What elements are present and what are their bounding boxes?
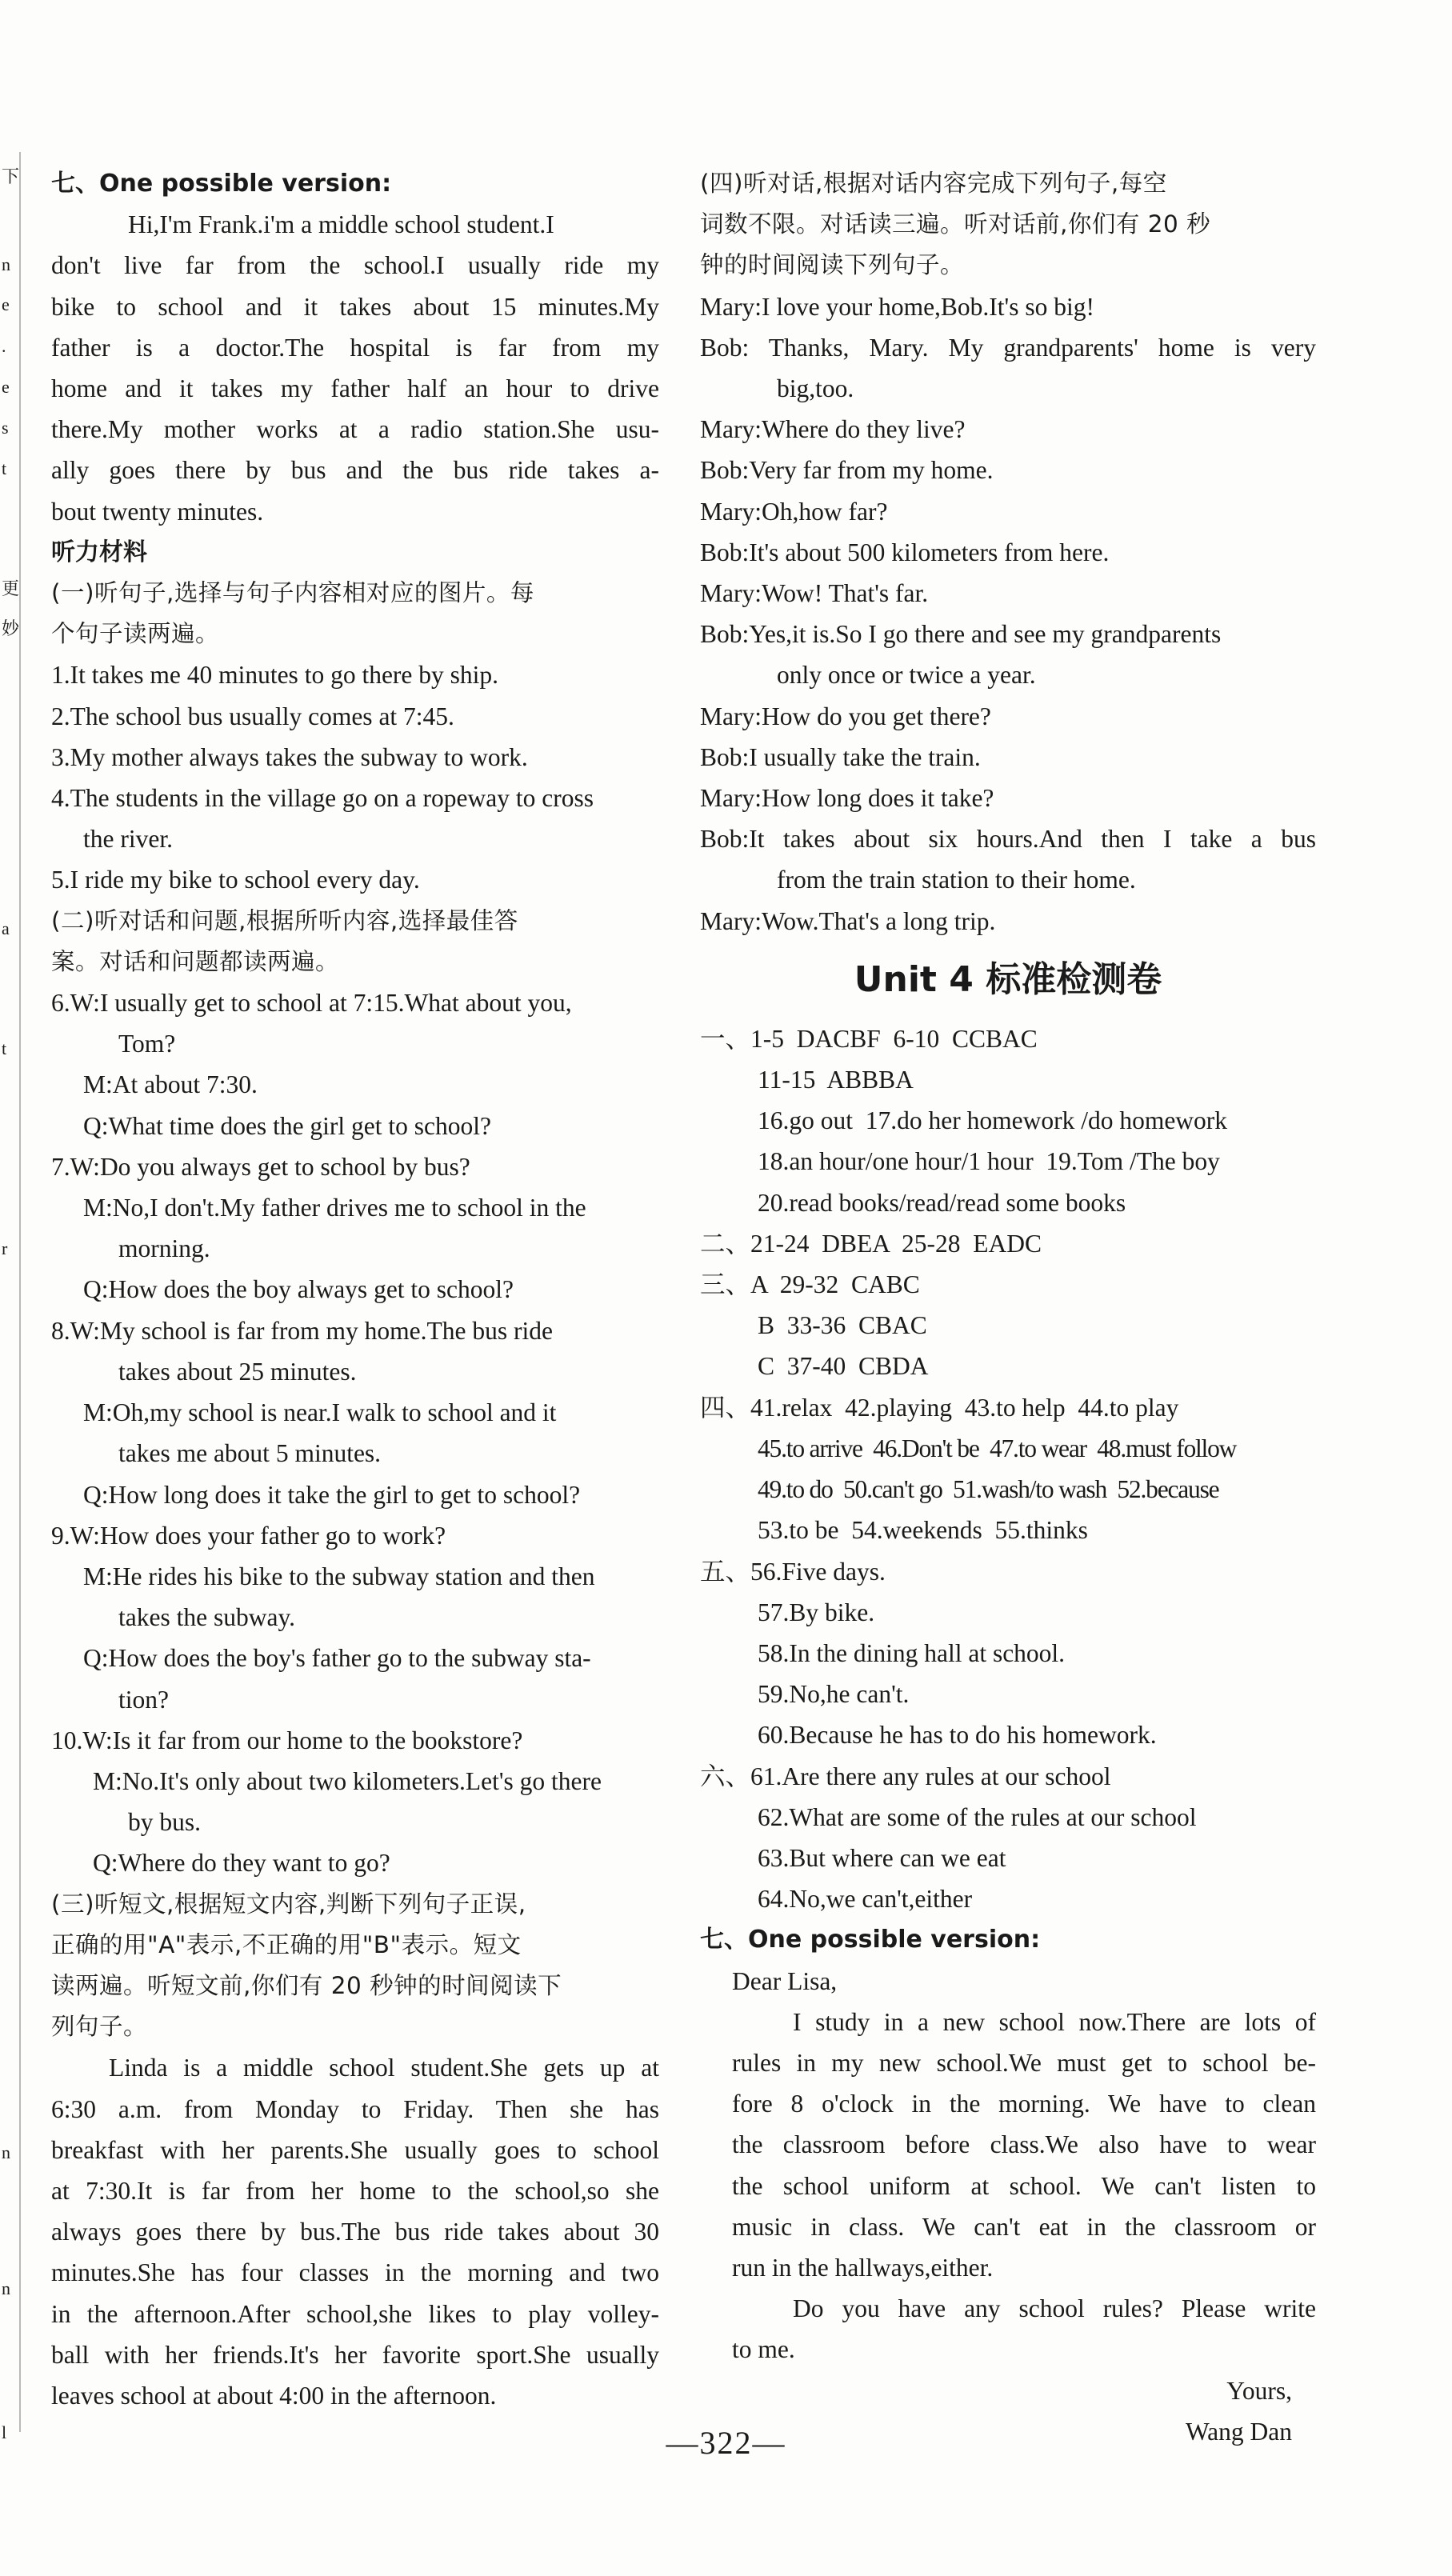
dialog-question: Q:What time does the girl get to school? xyxy=(83,1111,491,1140)
passage-line: in the afternoon.After school,she likes to play volley- xyxy=(51,2299,659,2328)
margin-char: l xyxy=(2,2422,7,2442)
letter-line: the school uniform at school. We can't listen to xyxy=(732,2171,1316,2200)
margin-char: a xyxy=(2,918,10,938)
listening-sentence: 2.The school bus usually comes at 7:45. xyxy=(51,702,454,730)
part-instruction: 读两遍。听短文前,你们有 20 秒钟的时间阅读下 xyxy=(51,1971,562,1999)
answer-line: 53.to be 54.weekends 55.thinks xyxy=(758,1516,1088,1545)
answer-line: 五、56.Five days. xyxy=(700,1557,886,1586)
dialog-question: Q:How long does it take the girl to get to school? xyxy=(83,1480,581,1509)
letter-line: to me. xyxy=(732,2335,795,2364)
dialog-line: M:No.It's only about two kilometers.Let's go there xyxy=(93,1766,602,1795)
part-instruction: 正确的用"A"表示,不正确的用"B"表示。短文 xyxy=(51,1930,522,1958)
listening-sentence: the river. xyxy=(83,825,173,854)
part-instruction: 钟的时间阅读下列句子。 xyxy=(700,251,965,279)
answer-line: 63.But where can we eat xyxy=(758,1843,1006,1872)
passage-line: breakfast with her parents.She usually goes to school xyxy=(51,2135,659,2164)
dialog-line: Mary:How long does it take? xyxy=(700,784,994,813)
letter-line: rules in my new school.We must get to school be- xyxy=(732,2048,1316,2077)
answer-line: 六、61.Are there any rules at our school xyxy=(700,1762,1111,1790)
passage-line: at 7:30.It is far from her home to the school,so she xyxy=(51,2176,659,2205)
answer-line: 16.go out 17.do her homework /do homework xyxy=(758,1106,1228,1135)
answer-line: 三、A 29-32 CABC xyxy=(700,1270,920,1299)
dialog-line: M:At about 7:30. xyxy=(83,1070,258,1099)
answer-line: 四、41.relax 42.playing 43.to help 44.to play xyxy=(700,1393,1179,1422)
dialog-line: M:He rides his bike to the subway station and then xyxy=(83,1562,595,1590)
dialog-block xyxy=(700,286,1316,942)
listening-sentence: 4.The students in the village go on a ropeway to cross xyxy=(51,784,594,813)
answer-line: 18.an hour/one hour/1 hour 19.Tom /The boy xyxy=(758,1147,1220,1176)
listening-title: 听力材料 xyxy=(51,538,147,566)
margin-char: n xyxy=(2,2142,10,2162)
passage-line: ball with her friends.It's her favorite sport.She usually xyxy=(51,2340,659,2369)
answer-line: 20.read books/read/read some books xyxy=(758,1188,1126,1217)
part-instruction: 列句子。 xyxy=(51,2013,148,2041)
part-instruction: 个句子读两遍。 xyxy=(51,620,220,648)
section-heading: 七、One possible version: xyxy=(51,170,392,198)
dialog-line: takes about 25 minutes. xyxy=(118,1357,357,1386)
answer-line: 49.to do 50.can't go 51.wash/to wash 52.because xyxy=(758,1475,1219,1504)
dialog-line: Bob:It takes about six hours.And then I take a bus xyxy=(700,825,1316,854)
letter-signature: Wang Dan xyxy=(1185,2417,1292,2446)
answer-line: 二、21-24 DBEA 25-28 EADC xyxy=(700,1229,1042,1258)
answer-line: 57.By bike. xyxy=(758,1598,875,1626)
letter-line: run in the hallways,either. xyxy=(732,2253,994,2282)
margin-char: e xyxy=(2,377,10,397)
margin-char: 妙 xyxy=(2,618,20,638)
essay-line: there.My mother works at a radio station.She usu- xyxy=(51,415,659,444)
dialog-line: Mary:Where do they live? xyxy=(700,415,966,444)
answer-key xyxy=(700,1018,1316,1919)
essay-line: father is a doctor.The hospital is far from my xyxy=(51,333,659,362)
answer-line: 60.Because he has to do his homework. xyxy=(758,1721,1157,1750)
dialog-line: Mary:How do you get there? xyxy=(700,702,991,730)
letter-line: fore 8 o'clock in the morning. We have to clean xyxy=(732,2090,1316,2118)
part-instruction: (一)听句子,选择与句子内容相对应的图片。每 xyxy=(51,579,534,607)
dialog-line: takes me about 5 minutes. xyxy=(118,1439,382,1468)
margin-char: n xyxy=(2,2278,10,2298)
passage-line: always goes there by bus.The bus ride takes about 30 xyxy=(51,2218,659,2246)
passage-line: 6:30 a.m. from Monday to Friday. Then she has xyxy=(51,2094,659,2123)
answer-line: 64.No,we can't,either xyxy=(758,1885,973,1914)
dialog-question: Q:Where do they want to go? xyxy=(93,1849,390,1878)
listening-sentence: 5.I ride my bike to school every day. xyxy=(51,866,420,894)
sample-essay xyxy=(51,204,659,532)
dialog-line: from the train station to their home. xyxy=(777,866,1136,894)
right-column xyxy=(700,163,1316,2452)
part-instruction: (三)听短文,根据短文内容,判断下列句子正误, xyxy=(51,1890,526,1918)
dialog-line: M:No,I don't.My father drives me to school in the xyxy=(83,1194,586,1222)
letter-line: Do you have any school rules? Please write xyxy=(793,2294,1316,2323)
margin-char: 更 xyxy=(2,578,20,598)
letter-line: music in class. We can't eat in the classroom or xyxy=(732,2212,1316,2241)
letter-line: I study in a new school now.There are lots of xyxy=(793,2007,1316,2036)
answer-line: 59.No,he can't. xyxy=(758,1680,910,1709)
sample-letter xyxy=(700,1961,1316,2452)
part-instruction: 案。对话和问题都读两遍。 xyxy=(51,947,340,975)
dialog-line: Bob: Thanks, Mary. My grandparents' home is very xyxy=(700,333,1316,362)
answer-line: C 37-40 CBDA xyxy=(758,1352,929,1381)
dialog-line: Mary:Wow! That's far. xyxy=(700,579,929,608)
dialog-line: Bob:I usually take the train. xyxy=(700,742,981,771)
listening-sentence: 3.My mother always takes the subway to work. xyxy=(51,742,528,771)
dialog-question: Q:How does the boy always get to school? xyxy=(83,1275,514,1304)
margin-char: s xyxy=(2,418,9,438)
dialog-line: 6.W:I usually get to school at 7:15.What about you, xyxy=(51,989,572,1018)
dialog-line: Mary:Wow.That's a long trip. xyxy=(700,906,996,935)
dialog-question: Q:How does the boy's father go to the subway sta- xyxy=(83,1644,591,1673)
margin-char: t xyxy=(2,1038,7,1058)
binding-line xyxy=(19,152,21,2432)
dialog-line: M:Oh,my school is near.I walk to school and it xyxy=(83,1398,557,1427)
essay-line: don't live far from the school.I usually ride my xyxy=(51,251,659,280)
dialog-line: big,too. xyxy=(777,374,854,403)
dialog-line: Bob:Yes,it is.So I go there and see my grandparents xyxy=(700,620,1222,649)
dialog-line: by bus. xyxy=(128,1808,202,1837)
essay-line: bike to school and it takes about 15 minutes.My xyxy=(51,292,659,321)
margin-char: n xyxy=(2,254,10,274)
dialog-line: Mary:I love your home,Bob.It's so big! xyxy=(700,292,1094,321)
dialog-line: morning. xyxy=(118,1234,210,1263)
answer-line: 58.In the dining hall at school. xyxy=(758,1638,1066,1667)
passage-line: minutes.She has four classes in the morning and two xyxy=(51,2258,659,2287)
passage-line: leaves school at about 4:00 in the afternoon. xyxy=(51,2381,497,2410)
dialog-line: Bob:It's about 500 kilometers from here. xyxy=(700,538,1110,566)
margin-char: e xyxy=(2,294,10,314)
listening-sentence: 1.It takes me 40 minutes to go there by ship. xyxy=(51,661,499,690)
section-heading: 七、One possible version: xyxy=(700,1926,1041,1954)
essay-line: home and it takes my father half an hour to drive xyxy=(51,374,659,403)
essay-line: Hi,I'm Frank.i'm a middle school student.I xyxy=(128,210,554,239)
essay-line: bout twenty minutes. xyxy=(51,497,264,526)
dialog-question: tion? xyxy=(118,1685,169,1714)
part-instruction: (二)听对话和问题,根据所听内容,选择最佳答 xyxy=(51,906,518,934)
margin-char: r xyxy=(2,1238,8,1258)
margin-char: t xyxy=(2,458,7,478)
listening-passage xyxy=(51,2047,659,2416)
answer-line: 45.to arrive 46.Don't be 47.to wear 48.must follow xyxy=(758,1434,1237,1462)
dialog-line: Tom? xyxy=(118,1030,176,1058)
left-column xyxy=(51,163,659,2416)
dialog-line: only once or twice a year. xyxy=(777,661,1036,690)
dialog-line: Bob:Very far from my home. xyxy=(700,456,994,485)
letter-line: the classroom before class.We also have to wear xyxy=(732,2130,1316,2159)
dialog-line: 8.W:My school is far from my home.The bus ride xyxy=(51,1316,553,1345)
passage-line: Linda is a middle school student.She gets up at xyxy=(109,2054,659,2082)
letter-closing: Yours, xyxy=(1226,2376,1292,2405)
dialog-line: 9.W:How does your father go to work? xyxy=(51,1521,446,1550)
dialog-line: Mary:Oh,how far? xyxy=(700,497,888,526)
essay-line: ally goes there by bus and the bus ride takes a- xyxy=(51,456,659,485)
page-number: —322— xyxy=(666,2425,786,2461)
answer-line: 一、1-5 DACBF 6-10 CCBAC xyxy=(700,1024,1038,1053)
dialog-line: takes the subway. xyxy=(118,1603,296,1632)
dialog-line: 7.W:Do you always get to school by bus? xyxy=(51,1152,470,1181)
letter-greeting: Dear Lisa, xyxy=(732,1966,838,1995)
unit-title: Unit 4 标准检测卷 xyxy=(854,958,1162,1000)
part-instruction: 词数不限。对话读三遍。听对话前,你们有 20 秒 xyxy=(700,210,1211,238)
answer-line: B 33-36 CBAC xyxy=(758,1311,927,1340)
part-instruction: (四)听对话,根据对话内容完成下列句子,每空 xyxy=(700,170,1167,197)
margin-char: 下 xyxy=(2,166,20,186)
margin-char: . xyxy=(2,336,6,356)
answer-line: 11-15 ABBBA xyxy=(758,1066,914,1094)
dialog-line: 10.W:Is it far from our home to the bookstore? xyxy=(51,1726,523,1754)
answer-line: 62.What are some of the rules at our school xyxy=(758,1802,1197,1831)
